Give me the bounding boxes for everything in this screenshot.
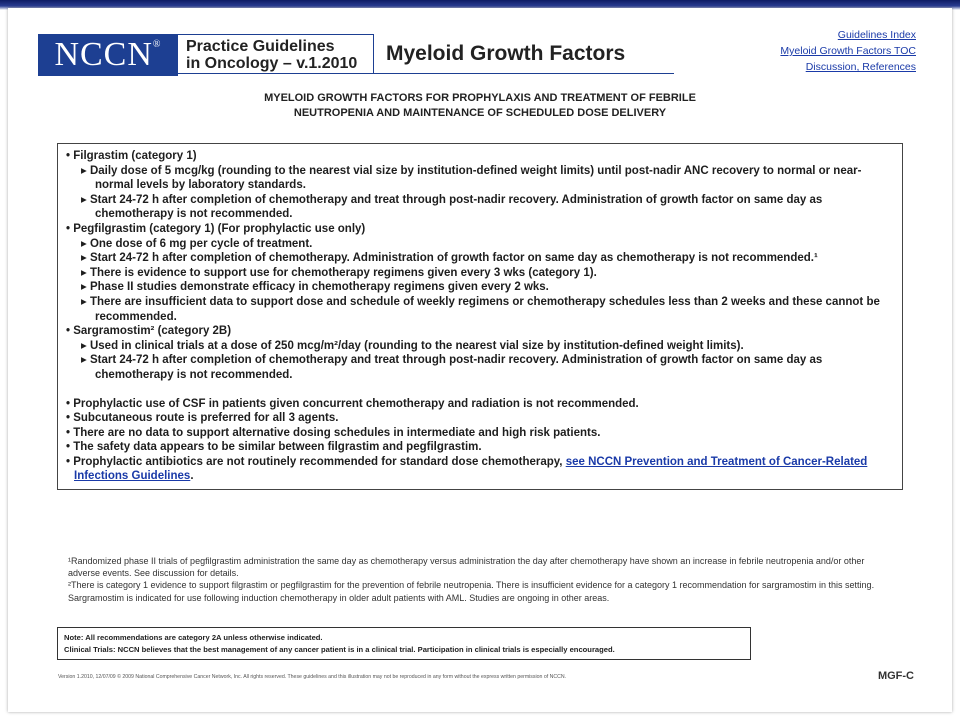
page-title: Myeloid Growth Factors <box>374 34 674 74</box>
mgf-toc-link[interactable]: Myeloid Growth Factors TOC <box>780 45 916 57</box>
page-id: MGF-C <box>877 670 914 682</box>
infections-guidelines-link[interactable]: see NCCN Prevention and Treatment of Cancer-Related Infections Guidelines <box>74 455 868 483</box>
footnote-1: ¹Randomized phase II trials of pegfilgrastim administration the same day as chemotherapy versus administration the day after chemotherapy have shown an increase in febrile neutropenia and/or other adverse events. See discussion for details. <box>68 556 865 579</box>
recommendations-box <box>57 143 903 490</box>
sargramostim-item: ▸ Used in clinical trials at a dose of 250 mcg/m²/day (rounding to the nearest vial size by institution-defined weight limits). <box>81 339 744 352</box>
section-title-line-1: MYELOID GROWTH FACTORS FOR PROPHYLAXIS AND TREATMENT OF FEBRILE <box>264 92 696 104</box>
filgrastim-item: ▸ Daily dose of 5 mcg/kg (rounding to the nearest vial size by institution-defined weight limits) until post-nadir ANC recovery to normal or near-normal levels by laboratory standards. <box>81 164 862 192</box>
pegfilgrastim-item: ▸ There is evidence to support use for chemotherapy regimens given every 3 wks (category 1). <box>81 266 597 279</box>
general-recommendation: • Prophylactic use of CSF in patients given concurrent chemotherapy and radiation is not recommended. <box>66 397 639 410</box>
pegfilgrastim-item: ▸ Start 24-72 h after completion of chemotherapy. Administration of growth factor on same day as chemotherapy is not recommended.¹ <box>81 252 818 265</box>
registered-mark: ® <box>152 39 162 50</box>
general-recommendation: • Subcutaneous route is preferred for all 3 agents. <box>66 412 339 425</box>
sargramostim-heading: • Sargramostim² (category 2B) <box>66 325 232 338</box>
antibiotics-recommendation <box>66 455 894 484</box>
pegfilgrastim-item: ▸ One dose of 6 mg per cycle of treatment. <box>81 237 313 250</box>
note-line-2: Clinical Trials: NCCN believes that the best management of any cancer patient is in a clinical trial. Participation in clinical trials is especially encouraged. <box>64 645 615 654</box>
antibiotics-text: • Prophylactic antibiotics are not routinely recommended for standard dose chemotherapy, <box>66 455 566 468</box>
footnote-2: ²There is category 1 evidence to support filgrastim or pegfilgrastim for the prevention of febrile neutropenia. There is insufficient evidence for a category 1 recommendation for sargramostim in this setting. Sargramostim is indicated for use following induction chemotherapy in older adult patients with AML. Studies are ongoing in other areas. <box>68 580 875 603</box>
spacer <box>66 383 894 397</box>
section-title <box>160 91 800 121</box>
practice-line-1: Practice Guidelines <box>186 38 335 55</box>
general-recommendation: • There are no data to support alternative dosing schedules in intermediate and high risk patients. <box>66 426 601 439</box>
nccn-logo <box>38 34 178 76</box>
pegfilgrastim-heading: • Pegfilgrastim (category 1) (For prophylactic use only) <box>66 222 366 235</box>
filgrastim-heading: • Filgrastim (category 1) <box>66 150 197 162</box>
discussion-references-link[interactable]: Discussion, References <box>805 61 916 73</box>
antibiotics-end: . <box>190 470 194 483</box>
section-title-line-2: NEUTROPENIA AND MAINTENANCE OF SCHEDULED DOSE DELIVERY <box>293 107 667 119</box>
practice-guidelines-label <box>178 34 374 74</box>
note-line-1: Note: All recommendations are category 2A unless otherwise indicated. <box>64 633 323 642</box>
footnotes <box>58 555 878 604</box>
top-nav-links <box>780 27 916 75</box>
pegfilgrastim-item: ▸ Phase II studies demonstrate efficacy in chemotherapy regimens given every 2 wks. <box>81 281 549 294</box>
general-recommendation: • The safety data appears to be similar between filgrastim and pegfilgrastim. <box>66 441 482 454</box>
guidelines-index-link[interactable]: Guidelines Index <box>837 29 916 41</box>
note-box <box>57 627 751 660</box>
copyright-line: Version 1.2010, 12/07/09 © 2009 National Comprehensive Cancer Network, Inc. All rights reserved. These guidelines and this illustration may not be reproduced in any form without the express written permission of NCCN. <box>58 674 567 680</box>
filgrastim-item: ▸ Start 24-72 h after completion of chemotherapy and treat through post-nadir recovery. Administration of growth factor on same day as chemotherapy is not recommended. <box>81 193 823 221</box>
sargramostim-item: ▸ Start 24-72 h after completion of chemotherapy and treat through post-nadir recovery. Administration of growth factor on same day as chemotherapy is not recommended. <box>81 354 823 381</box>
practice-line-2: in Oncology – v.1.2010 <box>186 55 358 72</box>
logo-text: NCCN <box>54 36 153 73</box>
pegfilgrastim-item: ▸ There are insufficient data to support dose and schedule of weekly regimens or chemotherapy schedules less than 2 weeks and these cannot be recommended. <box>81 295 880 323</box>
